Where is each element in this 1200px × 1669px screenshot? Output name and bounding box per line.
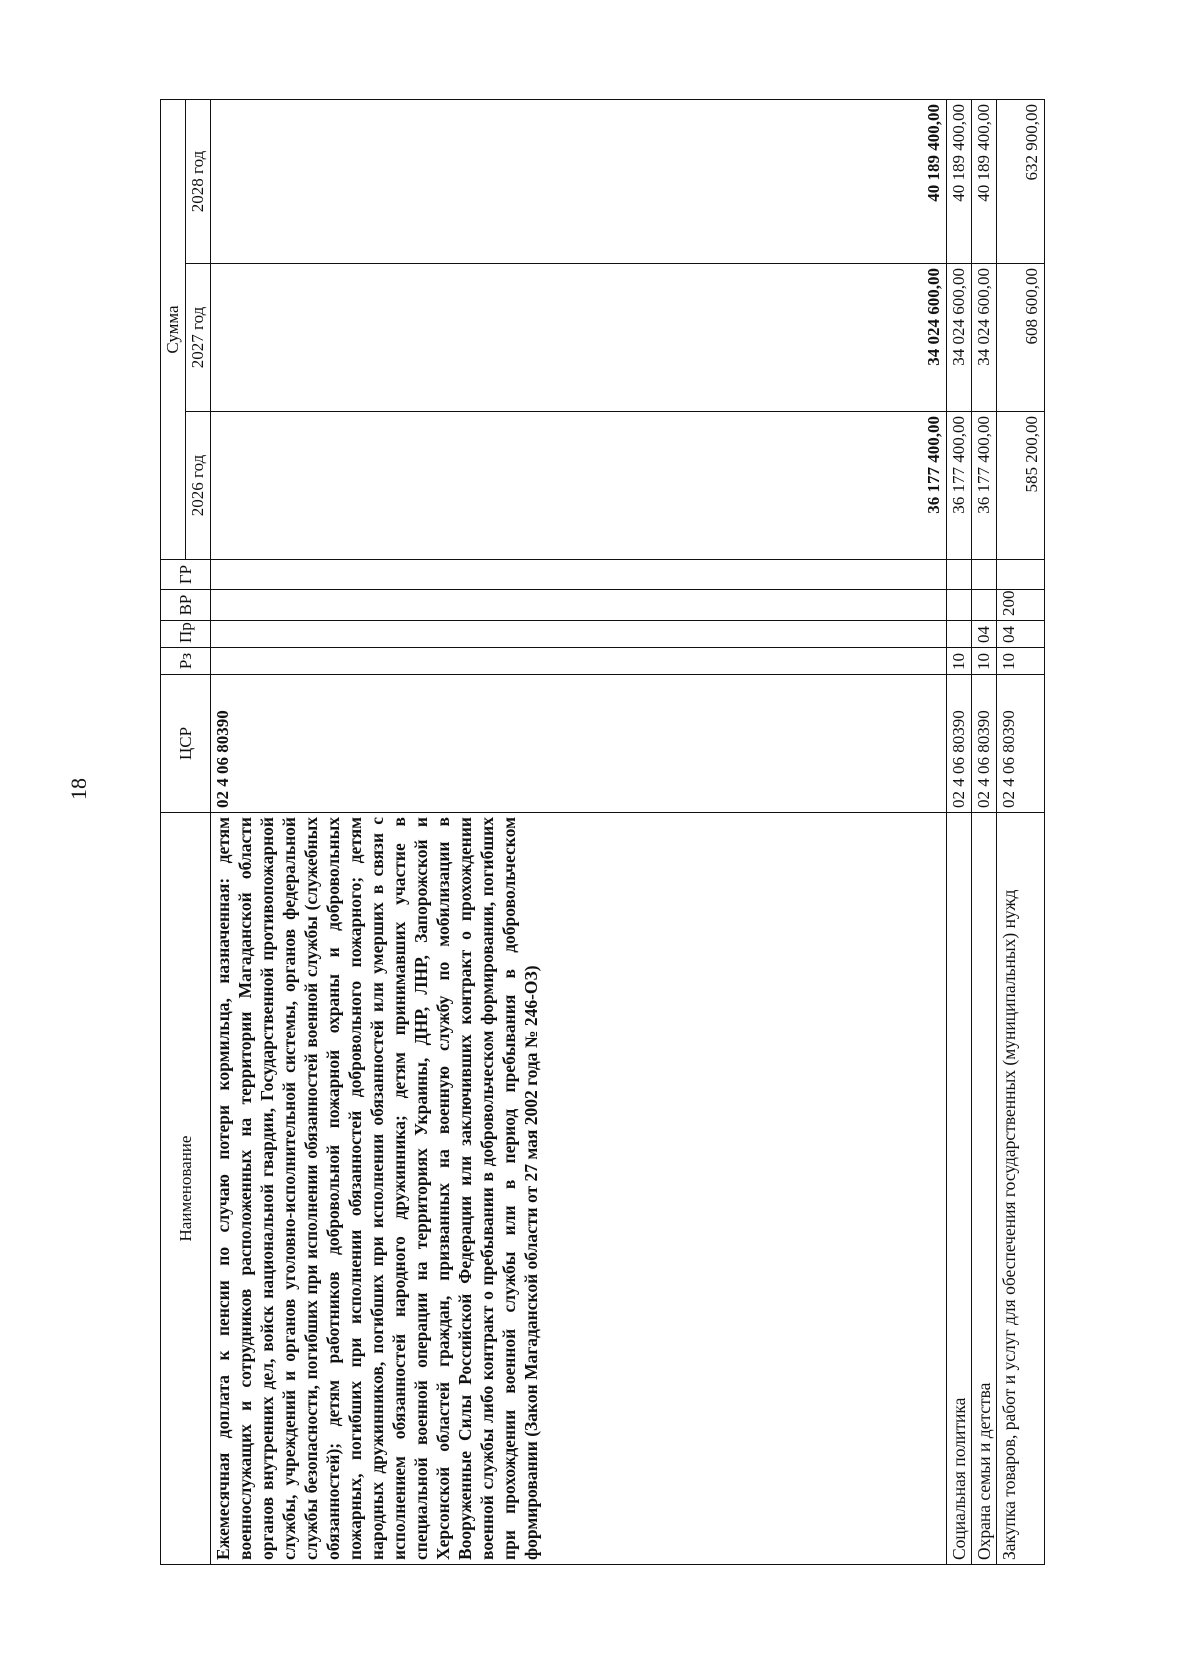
header-row-1 xyxy=(161,100,186,1565)
row-rz: 10 xyxy=(947,648,972,675)
row-vr xyxy=(972,590,997,621)
header-sum: Сумма xyxy=(161,100,186,560)
row-name: Социальная политика xyxy=(947,813,972,1565)
header-name: Наименование xyxy=(161,813,211,1565)
row-vr: 200 xyxy=(997,590,1045,621)
row-name: Охрана семьи и детства xyxy=(972,813,997,1565)
row-gr xyxy=(997,560,1045,590)
row-2026: 36 177 400,00 xyxy=(947,412,972,560)
header-vr: ВР xyxy=(161,590,211,621)
table-row xyxy=(947,100,972,1565)
row-name: Закупка товаров, работ и услуг для обеспечения государственных (муниципальных) нужд xyxy=(997,813,1045,1565)
row-rz: 10 xyxy=(972,648,997,675)
budget-table xyxy=(160,99,1045,1565)
row-vr xyxy=(211,590,947,621)
row-gr xyxy=(211,560,947,590)
row-rz xyxy=(211,648,947,675)
table-row xyxy=(211,100,947,1565)
row-2027: 34 024 600,00 xyxy=(947,264,972,412)
table-row xyxy=(997,100,1045,1565)
header-2028: 2028 год xyxy=(186,100,211,264)
row-2028: 632 900,00 xyxy=(997,100,1045,264)
page-number: 18 xyxy=(66,778,91,800)
row-2028: 40 189 400,00 xyxy=(211,100,947,264)
row-2028: 40 189 400,00 xyxy=(972,100,997,264)
row-csr: 02 4 06 80390 xyxy=(947,675,972,813)
row-pr xyxy=(947,621,972,648)
header-2026: 2026 год xyxy=(186,412,211,560)
row-vr xyxy=(947,590,972,621)
header-csr: ЦСР xyxy=(161,675,211,813)
row-2027: 34 024 600,00 xyxy=(211,264,947,412)
header-pr: Пр xyxy=(161,621,211,648)
row-csr: 02 4 06 80390 xyxy=(972,675,997,813)
row-pr xyxy=(211,621,947,648)
header-gr: ГР xyxy=(161,560,211,590)
row-pr: 04 xyxy=(997,621,1045,648)
row-2027: 608 600,00 xyxy=(997,264,1045,412)
row-2028: 40 189 400,00 xyxy=(947,100,972,264)
row-2026: 36 177 400,00 xyxy=(211,412,947,560)
row-name: Ежемесячная доплата к пенсии по случаю потери кормильца, назначенная: детям военнослужащих и сотрудников расположенных на территории Магаданской области органов внутренних дел, войск национальной гвардии, Государственной противопожарной службы, учреждений и органов уголовно-исполнительной системы, органов федеральной службы безопасности, погибших при исполнении обязанностей военной службы (служебных обязанностей); детям работников добровольной пожарной охраны и добровольных пожарных, погибших при исполнении обязанностей добровольного пожарного; детям народных дружинников, погибших при исполнении обязанностей или умерших в связи с исполнением обязанностей народного дружинника; детям принимавших участие в специальной военной операции на территориях Украины, ДНР, ЛНР, Запорожской и Херсонской областей граждан, призванных на военную службу по мобилизации в Вооруженные Силы Российской Федерации или заключивших контракт о прохождении военной службы либо контракт о пребывании в добровольческом формировании, погибших при прохождении военной службы или в период пребывания в добровольческом формировании (Закон Магаданской области от 27 мая 2002 года № 246-ОЗ) xyxy=(211,813,947,1565)
row-2027: 34 024 600,00 xyxy=(972,264,997,412)
row-gr xyxy=(972,560,997,590)
row-gr xyxy=(947,560,972,590)
row-pr: 04 xyxy=(972,621,997,648)
header-2027: 2027 год xyxy=(186,264,211,412)
row-csr: 02 4 06 80390 xyxy=(211,675,947,813)
row-csr: 02 4 06 80390 xyxy=(997,675,1045,813)
header-rz: Рз xyxy=(161,648,211,675)
row-2026: 585 200,00 xyxy=(997,412,1045,560)
table-row xyxy=(972,100,997,1565)
budget-table-rotated xyxy=(160,100,1045,1565)
row-rz: 10 xyxy=(997,648,1045,675)
row-2026: 36 177 400,00 xyxy=(972,412,997,560)
